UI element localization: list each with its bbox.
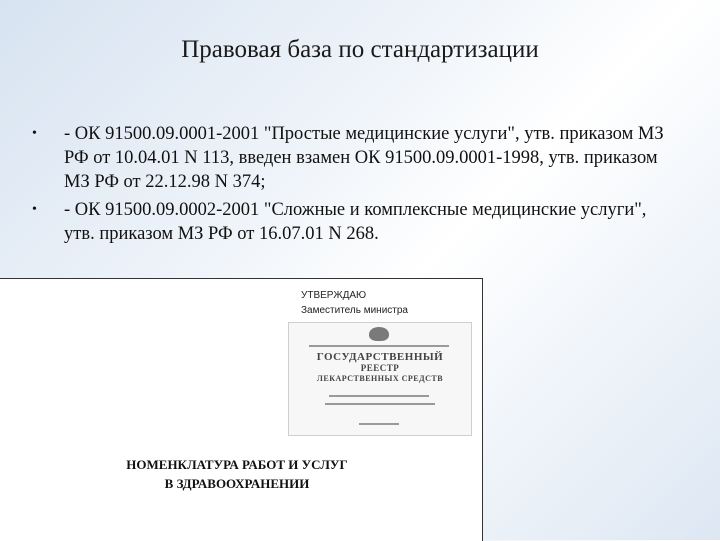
bullet-marker: • xyxy=(32,126,37,141)
registry-cover-thumbnail xyxy=(288,322,472,436)
cover-rule xyxy=(325,403,435,405)
stamp-line: УТВЕРЖДАЮ xyxy=(301,290,367,301)
bullet-item xyxy=(30,122,680,194)
bullet-text: - ОК 91500.09.0002-2001 "Сложные и комплексные медицинские услуги", утв. приказом МЗ РФ от 16.07.01 N 268. xyxy=(64,200,647,244)
cover-text: ГОСУДАРСТВЕННЫЙ xyxy=(316,351,444,363)
bullet-item xyxy=(30,198,680,246)
cover-rule xyxy=(359,423,399,425)
cover-rule xyxy=(329,395,429,397)
emblem-icon xyxy=(369,327,389,341)
heading-line: НОМЕНКЛАТУРА РАБОТ И УСЛУГ xyxy=(126,457,348,472)
bullet-text: - ОК 91500.09.0001-2001 "Простые медицинские услуги", утв. приказом МЗ РФ от 10.04.01 N 113, введен взамен ОК 91500.09.0001-1998, утв. приказом МЗ РФ от 22.12.98 N 374; xyxy=(64,124,664,192)
cover-rule xyxy=(309,345,449,347)
bullet-marker: • xyxy=(32,202,37,217)
cover-text: ЛЕКАРСТВЕННЫХ СРЕДСТВ xyxy=(316,374,444,383)
document-heading xyxy=(82,455,392,493)
slide-title: Правовая база по стандартизации xyxy=(181,36,539,63)
heading-line: В ЗДРАВООХРАНЕНИИ xyxy=(164,476,310,491)
bullet-list xyxy=(30,122,680,250)
cover-text: РЕЕСТР xyxy=(360,363,400,373)
stamp-line: Заместитель министра xyxy=(301,305,408,316)
